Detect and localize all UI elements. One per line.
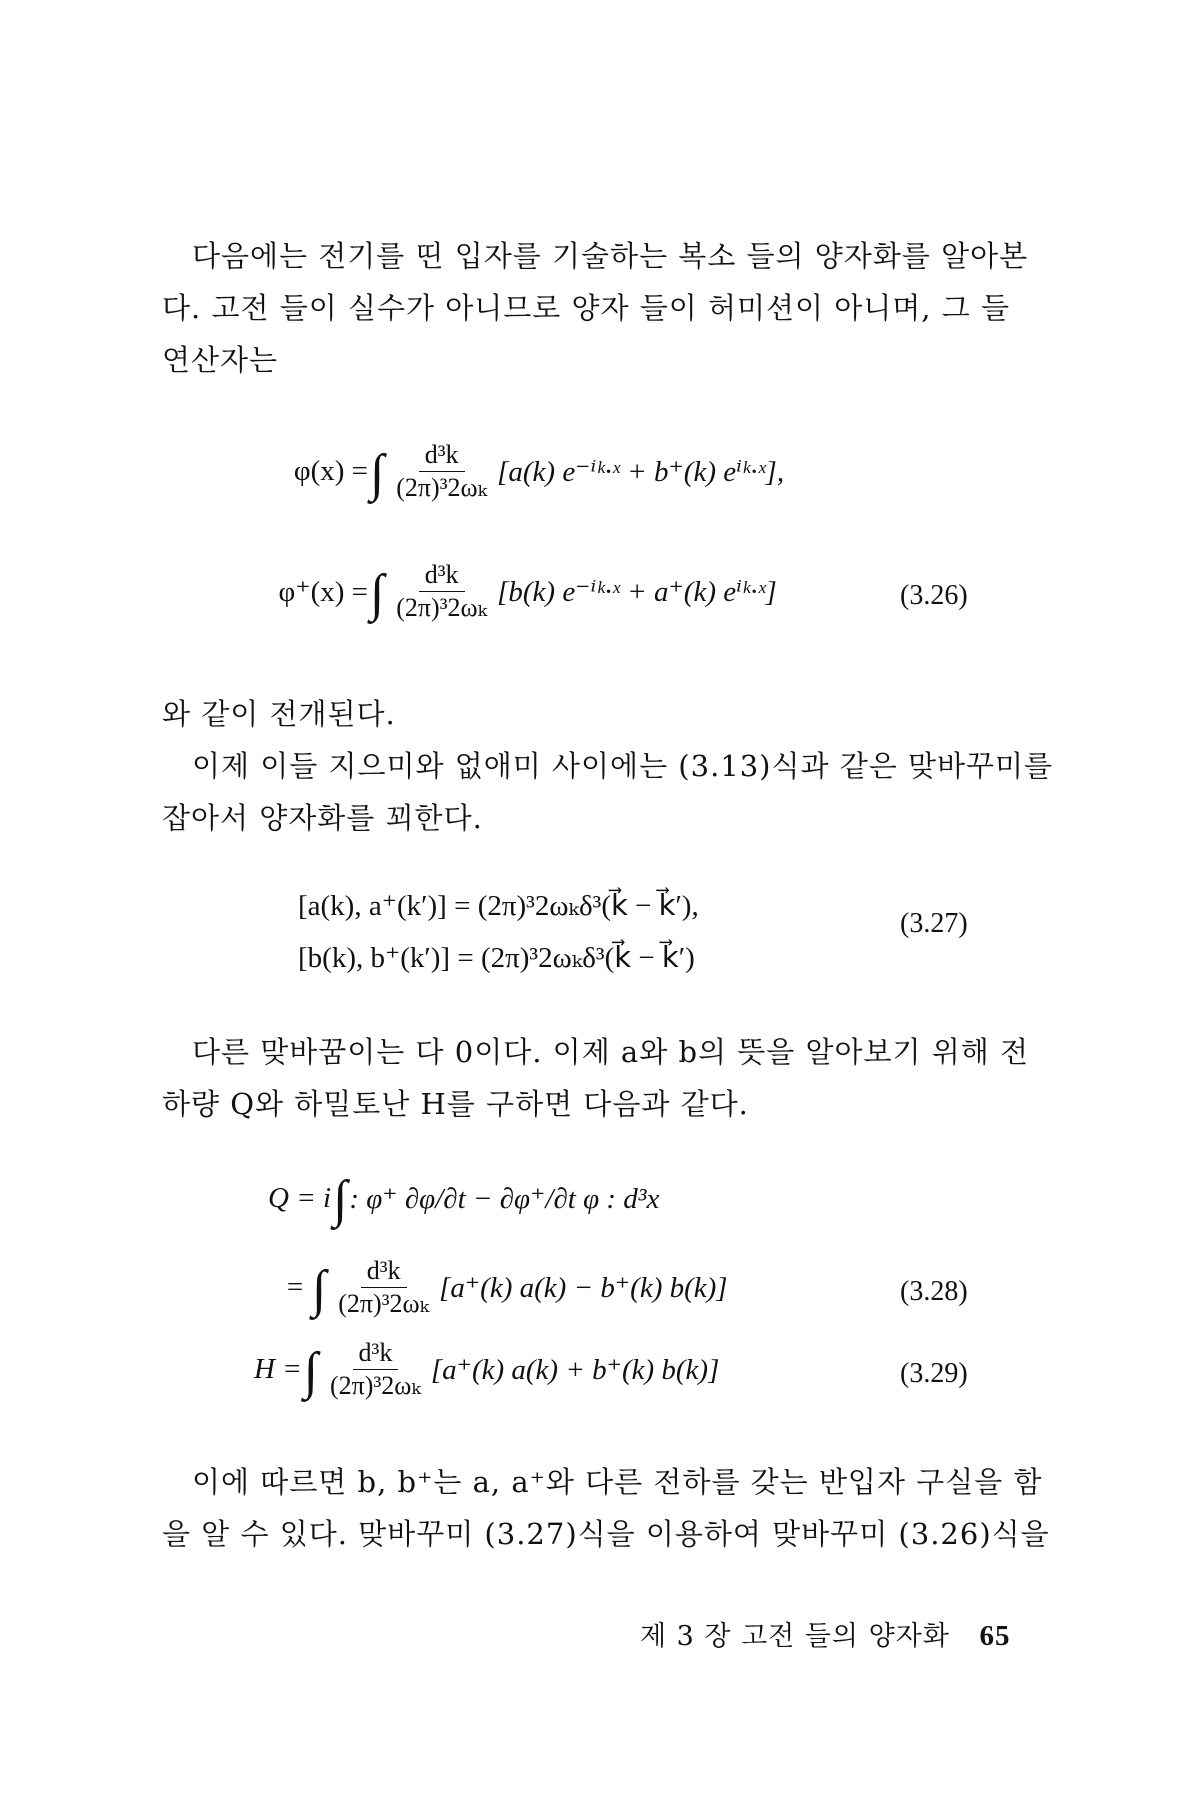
equation-3-29 bbox=[254, 1338, 719, 1401]
equation-3-28-line2 bbox=[280, 1256, 728, 1319]
equation-number: (3.28) bbox=[900, 1276, 968, 1307]
text-line: 연산자는 bbox=[162, 343, 279, 377]
measure-fraction bbox=[390, 560, 493, 623]
equation-3-27 bbox=[298, 880, 699, 984]
page-footer bbox=[640, 1614, 1010, 1653]
equation-number: (3.29) bbox=[900, 1358, 968, 1389]
eq-lhs: Q = i bbox=[268, 1181, 332, 1214]
text-line: 하량 Q와 하밀토난 H를 구하면 다음과 같다. bbox=[162, 1087, 749, 1121]
eq-rel: = bbox=[286, 1271, 304, 1303]
equation-number: (3.26) bbox=[900, 580, 968, 611]
eq-rhs: [a⁺(k) a(k) + b⁺(k) b(k)] bbox=[430, 1354, 720, 1386]
eq-rhs: [a(k) e⁻ⁱᵏ·ˣ + b⁺(k) eⁱᵏ·ˣ], bbox=[497, 456, 785, 488]
fraction-numerator: d³k bbox=[361, 1256, 407, 1288]
text-line: 다음에는 전기를 띤 입자를 기술하는 복소 들의 양자화를 알아본 bbox=[192, 239, 1029, 273]
fraction-denominator: (2π)³2ωₖ bbox=[338, 1289, 430, 1318]
measure-fraction bbox=[324, 1338, 427, 1401]
text-line: 와 같이 전개된다. bbox=[162, 697, 396, 731]
integral-sign: ∫ bbox=[370, 444, 385, 502]
fraction-numerator: d³k bbox=[353, 1338, 399, 1370]
intro-paragraph bbox=[162, 230, 1029, 386]
equation-3-26-line2 bbox=[258, 560, 777, 623]
fraction-denominator: (2π)³2ωₖ bbox=[330, 1371, 421, 1400]
paragraph-3 bbox=[162, 1026, 1030, 1130]
fraction-denominator: (2π)³2ωₖ bbox=[396, 473, 488, 502]
eq-lhs: φ(x) = bbox=[293, 455, 368, 487]
eq-lhs: H = bbox=[254, 1353, 302, 1385]
running-head: 제 3 장 고전 들의 양자화 bbox=[640, 1621, 950, 1652]
fraction-numerator: d³k bbox=[419, 560, 465, 592]
fraction-numerator: d³k bbox=[419, 440, 465, 472]
eq-lhs: φ⁺(x) = bbox=[278, 576, 368, 608]
integral-sign: ∫ bbox=[333, 1171, 348, 1228]
integral-sign: ∫ bbox=[370, 564, 385, 622]
eq-line: [b(k), b⁺(k′)] = (2π)³2ωₖδ³(k⃗ − k⃗′) bbox=[298, 942, 695, 974]
text-line: 이제 이들 지으미와 없애미 사이에는 (3.13)식과 같은 맞바꾸미를 bbox=[192, 749, 1054, 783]
eq-rhs: [a⁺(k) a(k) − b⁺(k) b(k)] bbox=[439, 1272, 728, 1304]
eq-body: : φ⁺ ∂φ/∂t − ∂φ⁺/∂t φ : d³x bbox=[349, 1182, 660, 1215]
equation-number: (3.27) bbox=[900, 908, 968, 939]
page-number: 65 bbox=[979, 1620, 1011, 1652]
paragraph-2 bbox=[162, 688, 1054, 844]
equation-3-28-line1 bbox=[268, 1171, 660, 1228]
measure-fraction bbox=[332, 1256, 435, 1319]
text-line: 다. 고전 들이 실수가 아니므로 양자 들이 허미션이 아니며, 그 들 bbox=[162, 291, 1010, 325]
paragraph-4 bbox=[162, 1456, 1050, 1560]
integral-sign: ∫ bbox=[303, 1342, 319, 1400]
text-line: 잡아서 양자화를 꾀한다. bbox=[162, 801, 483, 835]
equation-3-26-line1 bbox=[258, 440, 784, 503]
eq-rhs: [b(k) e⁻ⁱᵏ·ˣ + a⁺(k) eⁱᵏ·ˣ] bbox=[497, 576, 777, 608]
measure-fraction bbox=[390, 440, 493, 503]
eq-line: [a(k), a⁺(k′)] = (2π)³2ωₖδ³(k⃗ − k⃗′), bbox=[298, 890, 699, 922]
text-line: 다른 맞바꿈이는 다 0이다. 이제 a와 b의 뜻을 알아보기 위해 전 bbox=[192, 1035, 1030, 1069]
text-line: 을 알 수 있다. 맞바꾸미 (3.27)식을 이용하여 맞바꾸미 (3.26)식을 bbox=[162, 1517, 1050, 1551]
fraction-denominator: (2π)³2ωₖ bbox=[396, 593, 488, 622]
integral-sign: ∫ bbox=[312, 1260, 327, 1318]
text-line: 이에 따르면 b, b⁺는 a, a⁺와 다른 전하를 갖는 반입자 구실을 함 bbox=[192, 1465, 1043, 1499]
